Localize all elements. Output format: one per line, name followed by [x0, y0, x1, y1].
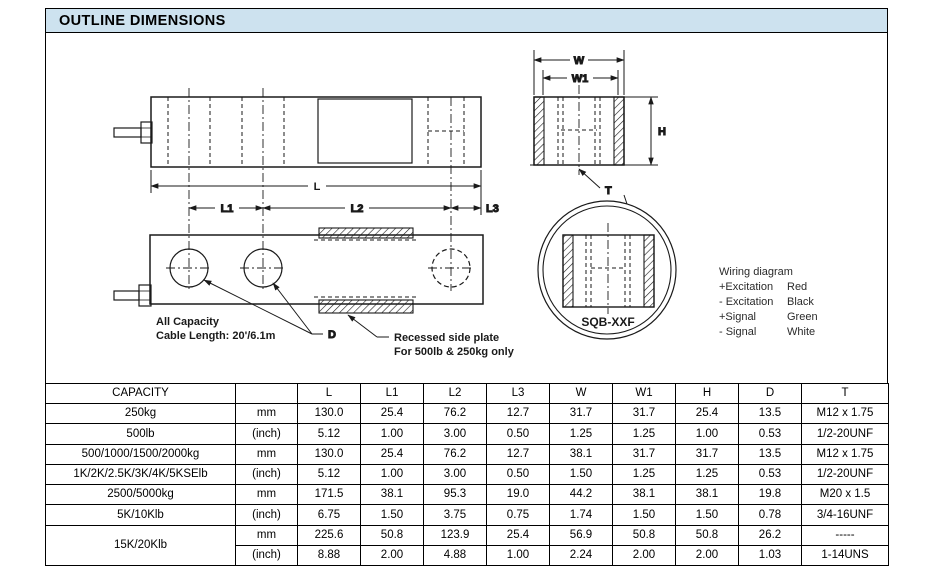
value-cell: 19.8	[739, 485, 802, 505]
value-cell: 1.50	[361, 505, 424, 525]
value-cell: 225.6	[298, 525, 361, 545]
value-cell: 25.4	[676, 404, 739, 424]
col-header-unit	[236, 384, 298, 404]
unit-cell: mm	[236, 525, 298, 545]
wiring-signal-3: - Signal	[719, 326, 757, 338]
value-cell: M12 x 1.75	[802, 404, 889, 424]
table-row	[46, 444, 889, 464]
value-cell: 76.2	[424, 404, 487, 424]
col-header-d: D	[739, 384, 802, 404]
table-row	[46, 525, 889, 545]
value-cell: 25.4	[361, 404, 424, 424]
value-cell: 4.88	[424, 545, 487, 565]
col-header-t: T	[802, 384, 889, 404]
table-row	[46, 424, 889, 444]
value-cell: 5.12	[298, 464, 361, 484]
value-cell: 1.25	[550, 424, 613, 444]
col-header-w: W	[550, 384, 613, 404]
wiring-signal-0: +Excitation	[719, 281, 774, 293]
value-cell: 8.88	[298, 545, 361, 565]
value-cell: 19.0	[487, 485, 550, 505]
wiring-signal-1: - Excitation	[719, 296, 774, 308]
value-cell: 1/2-20UNF	[802, 464, 889, 484]
value-cell: 3.75	[424, 505, 487, 525]
capacity-cell: 1K/2K/2.5K/3K/4K/5KSElb	[46, 464, 236, 484]
end-view-drawing	[530, 50, 666, 204]
value-cell: 123.9	[424, 525, 487, 545]
value-cell: -----	[802, 525, 889, 545]
dim-label-l2: L2	[350, 203, 364, 215]
capacity-cell: 250kg	[46, 404, 236, 424]
dim-label-w1: W1	[571, 73, 589, 85]
value-cell: 1.25	[613, 424, 676, 444]
wiring-color-0: Red	[787, 281, 808, 293]
unit-cell: (inch)	[236, 424, 298, 444]
unit-cell: mm	[236, 444, 298, 464]
value-cell: 6.75	[298, 505, 361, 525]
dim-L1-L2-L3	[189, 201, 506, 214]
value-cell: 130.0	[298, 444, 361, 464]
dim-label-l1: L1	[220, 203, 234, 215]
sheet-title-bar	[45, 8, 888, 33]
table-row	[46, 404, 889, 424]
value-cell: M20 x 1.5	[802, 485, 889, 505]
value-cell: 0.53	[739, 464, 802, 484]
dim-label-d: D	[328, 329, 336, 341]
wiring-color-3: White	[787, 326, 816, 338]
value-cell: 0.78	[739, 505, 802, 525]
capacity-cell: 15K/20Klb	[46, 525, 236, 566]
unit-cell: (inch)	[236, 545, 298, 565]
hidden-hole-lines	[168, 97, 464, 167]
wiring-color-2: Green	[787, 311, 818, 323]
cable-fitting-side	[114, 122, 152, 143]
side-view-drawing	[114, 88, 506, 291]
capacity-cell: 2500/5000kg	[46, 485, 236, 505]
wiring-color-1: Black	[787, 296, 814, 308]
value-cell: M12 x 1.75	[802, 444, 889, 464]
value-cell: 0.53	[739, 424, 802, 444]
wiring-signal-2: +Signal	[719, 311, 757, 323]
dim-label-t: T	[605, 185, 612, 197]
value-cell: 31.7	[550, 404, 613, 424]
col-header-h: H	[676, 384, 739, 404]
page-title: OUTLINE DIMENSIONS	[59, 12, 226, 29]
value-cell: 1.03	[739, 545, 802, 565]
drawing-area	[45, 33, 888, 383]
recessed-leader	[348, 315, 389, 337]
value-cell: 56.9	[550, 525, 613, 545]
value-cell: 3.00	[424, 424, 487, 444]
value-cell: 1.50	[550, 464, 613, 484]
col-header-w1: W1	[613, 384, 676, 404]
value-cell: 95.3	[424, 485, 487, 505]
value-cell: 76.2	[424, 444, 487, 464]
value-cell: 0.50	[487, 464, 550, 484]
value-cell: 38.1	[613, 485, 676, 505]
value-cell: 31.7	[676, 444, 739, 464]
value-cell: 38.1	[361, 485, 424, 505]
unit-cell: mm	[236, 485, 298, 505]
value-cell: 130.0	[298, 404, 361, 424]
col-header-capacity: CAPACITY	[46, 384, 236, 404]
capacity-cell: 500/1000/1500/2000kg	[46, 444, 236, 464]
value-cell: 50.8	[676, 525, 739, 545]
d-leader	[204, 280, 323, 334]
note-all-capacity-line1: All Capacity	[156, 316, 219, 328]
value-cell: 31.7	[613, 404, 676, 424]
value-cell: 171.5	[298, 485, 361, 505]
outline-drawing	[46, 33, 886, 380]
col-header-l: L	[298, 384, 361, 404]
value-cell: 25.4	[361, 444, 424, 464]
note-all-capacity-line2: Cable Length: 20'/6.1m	[156, 330, 276, 342]
note-recessed-line2: For 500lb & 250kg only	[394, 346, 514, 358]
value-cell: 3.00	[424, 464, 487, 484]
wiring-diagram	[719, 266, 818, 338]
dim-label-l3: L3	[486, 203, 499, 215]
wiring-title: Wiring diagram	[719, 266, 793, 278]
value-cell: 12.7	[487, 444, 550, 464]
value-cell: 13.5	[739, 444, 802, 464]
value-cell: 5.12	[298, 424, 361, 444]
value-cell: 38.1	[550, 444, 613, 464]
value-cell: 26.2	[739, 525, 802, 545]
value-cell: 1.50	[613, 505, 676, 525]
value-cell: 12.7	[487, 404, 550, 424]
value-cell: 1.00	[361, 424, 424, 444]
unit-cell: (inch)	[236, 464, 298, 484]
value-cell: 13.5	[739, 404, 802, 424]
value-cell: 2.00	[613, 545, 676, 565]
value-cell: 0.50	[487, 424, 550, 444]
note-recessed-line1: Recessed side plate	[394, 332, 500, 344]
value-cell: 1.00	[676, 424, 739, 444]
recessed-side-plates	[314, 228, 418, 313]
value-cell: 2.24	[550, 545, 613, 565]
dim-label-w: W	[573, 55, 585, 67]
t-leader	[579, 169, 627, 204]
dim-label-l: L	[313, 181, 321, 193]
dimensions-table	[45, 383, 889, 566]
col-header-l2: L2	[424, 384, 487, 404]
unit-cell: mm	[236, 404, 298, 424]
value-cell: 2.00	[361, 545, 424, 565]
table-row	[46, 464, 889, 484]
value-cell: 1.50	[676, 505, 739, 525]
table-row	[46, 485, 889, 505]
cable-fitting-top	[114, 285, 151, 306]
value-cell: 2.00	[676, 545, 739, 565]
value-cell: 1-14UNS	[802, 545, 889, 565]
value-cell: 25.4	[487, 525, 550, 545]
capacity-cell: 5K/10Klb	[46, 505, 236, 525]
value-cell: 50.8	[361, 525, 424, 545]
value-cell: 38.1	[676, 485, 739, 505]
value-cell: 31.7	[613, 444, 676, 464]
value-cell: 44.2	[550, 485, 613, 505]
value-cell: 0.75	[487, 505, 550, 525]
col-header-l1: L1	[361, 384, 424, 404]
dim-label-h: H	[658, 126, 666, 138]
value-cell: 1.25	[676, 464, 739, 484]
table-row	[46, 505, 889, 525]
value-cell: 1.74	[550, 505, 613, 525]
unit-cell: (inch)	[236, 505, 298, 525]
table-header-row	[46, 384, 889, 404]
col-header-l3: L3	[487, 384, 550, 404]
value-cell: 3/4-16UNF	[802, 505, 889, 525]
value-cell: 1.25	[613, 464, 676, 484]
capacity-cell: 500lb	[46, 424, 236, 444]
model-label: SQB-XXF	[581, 315, 635, 329]
value-cell: 1.00	[487, 545, 550, 565]
value-cell: 1/2-20UNF	[802, 424, 889, 444]
value-cell: 1.00	[361, 464, 424, 484]
value-cell: 50.8	[613, 525, 676, 545]
